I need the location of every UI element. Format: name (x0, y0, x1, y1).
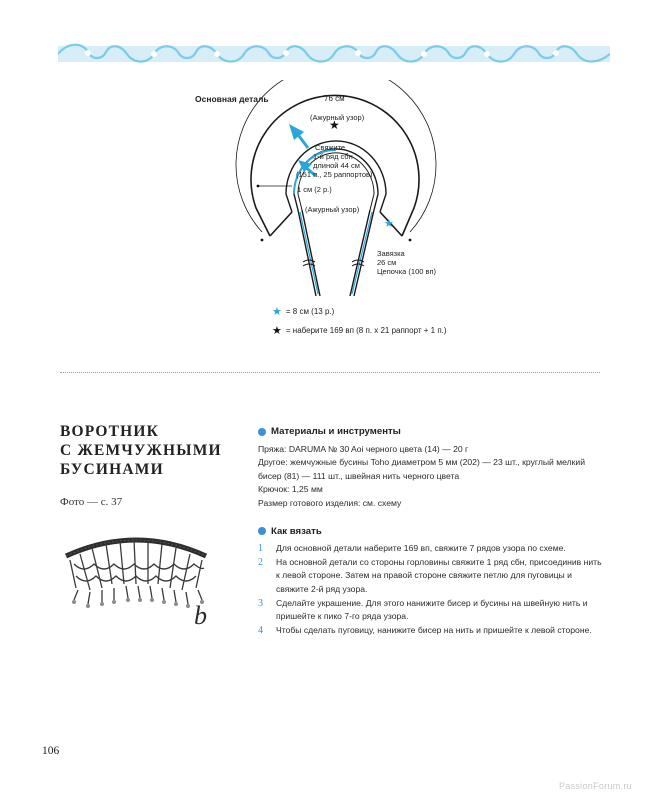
title-line-1: ВОРОТНИК (60, 423, 160, 440)
star-black-icon: ★ (272, 325, 282, 337)
bullet-dot-icon (258, 428, 266, 436)
instructions-column (258, 425, 603, 637)
star-black-marker: ★ (329, 118, 340, 132)
page-number: 106 (42, 745, 60, 757)
materials-yarn: Пряжа: DARUMA № 30 Aoi черного цвета (14) — 20 г (258, 443, 469, 454)
step-item: 2 На основной детали со стороны горловины свяжите 1 ряд сбн, присоединив нить к левой стороне. Затем на правой стороне свяжите петлю для пуговицы и свяжите 2-й ряд узора. (258, 556, 602, 594)
materials-list (258, 443, 603, 511)
step-item: 3 Сделайте украшение. Для этого нанижите бисер и бусины на швейную нить и пришейте к пико 7-го ряда узора. (258, 597, 588, 622)
legend-black-text: = наберите 169 вп (8 п. х 21 раппорт + 1 п.) (285, 326, 447, 335)
watermark: PassionForum.ru (558, 781, 632, 791)
width-label: 76 см (324, 94, 345, 103)
bullet-dot-icon (258, 527, 266, 535)
legend-blue-text: = 8 см (13 р.) (285, 307, 335, 316)
star-blue-icon: ★ (272, 306, 282, 318)
inner-note-4: (151 п., 25 раппортов) (296, 170, 373, 179)
legend-black-star (272, 324, 447, 337)
ornament-border (58, 40, 610, 68)
materials-heading: Материалы и инструменты (258, 425, 603, 439)
howto-heading: Как вязать (258, 525, 603, 539)
tie-note-2: 26 см (377, 258, 397, 267)
tie-note-1: Завязка (377, 249, 405, 258)
inner-note-2: 1-й ряд сбн (313, 152, 353, 161)
star-blue-marker: ★ (384, 218, 394, 230)
inner-note-3: длиной 44 см (313, 161, 360, 170)
diagram-title: Основная деталь (195, 94, 269, 104)
collar-photo (56, 528, 216, 628)
step-item: 1 Для основной детали наберите 169 вп, свяжите 7 рядов узора по схеме. (258, 543, 566, 555)
howto-steps (258, 542, 603, 637)
materials-other: Другое: жемчужные бусины Toho диаметром 5 мм (202) — 23 шт., круглый мелкий бисер (81) — 111 шт., швейная нить черного цвета (258, 457, 586, 481)
height-note: 1 см (2 р.) (297, 185, 332, 194)
lace-pattern-top: (Ажурный узор) (310, 113, 365, 122)
tie-note-3: Цепочка (100 вп) (377, 267, 437, 276)
section-divider (60, 372, 600, 373)
step-item: 4 Чтобы сделать пуговицу, нанижите бисер на нить и пришейте к левой стороне. (258, 624, 592, 636)
legend-blue-star (272, 305, 334, 318)
materials-size: Размер готового изделия: см. схему (258, 497, 402, 508)
page-title (60, 422, 250, 479)
title-line-2: С ЖЕМЧУЖНЫМИ (60, 442, 222, 459)
photo-letter: b (194, 601, 207, 628)
title-line-3: БУСИНАМИ (60, 461, 164, 478)
lace-pattern-inner: (Ажурный узор) (305, 205, 360, 214)
materials-hook: Крючок: 1,25 мм (258, 484, 323, 495)
inner-note-1: Свяжите (315, 143, 346, 152)
photo-reference: Фото — с. 37 (60, 496, 123, 508)
